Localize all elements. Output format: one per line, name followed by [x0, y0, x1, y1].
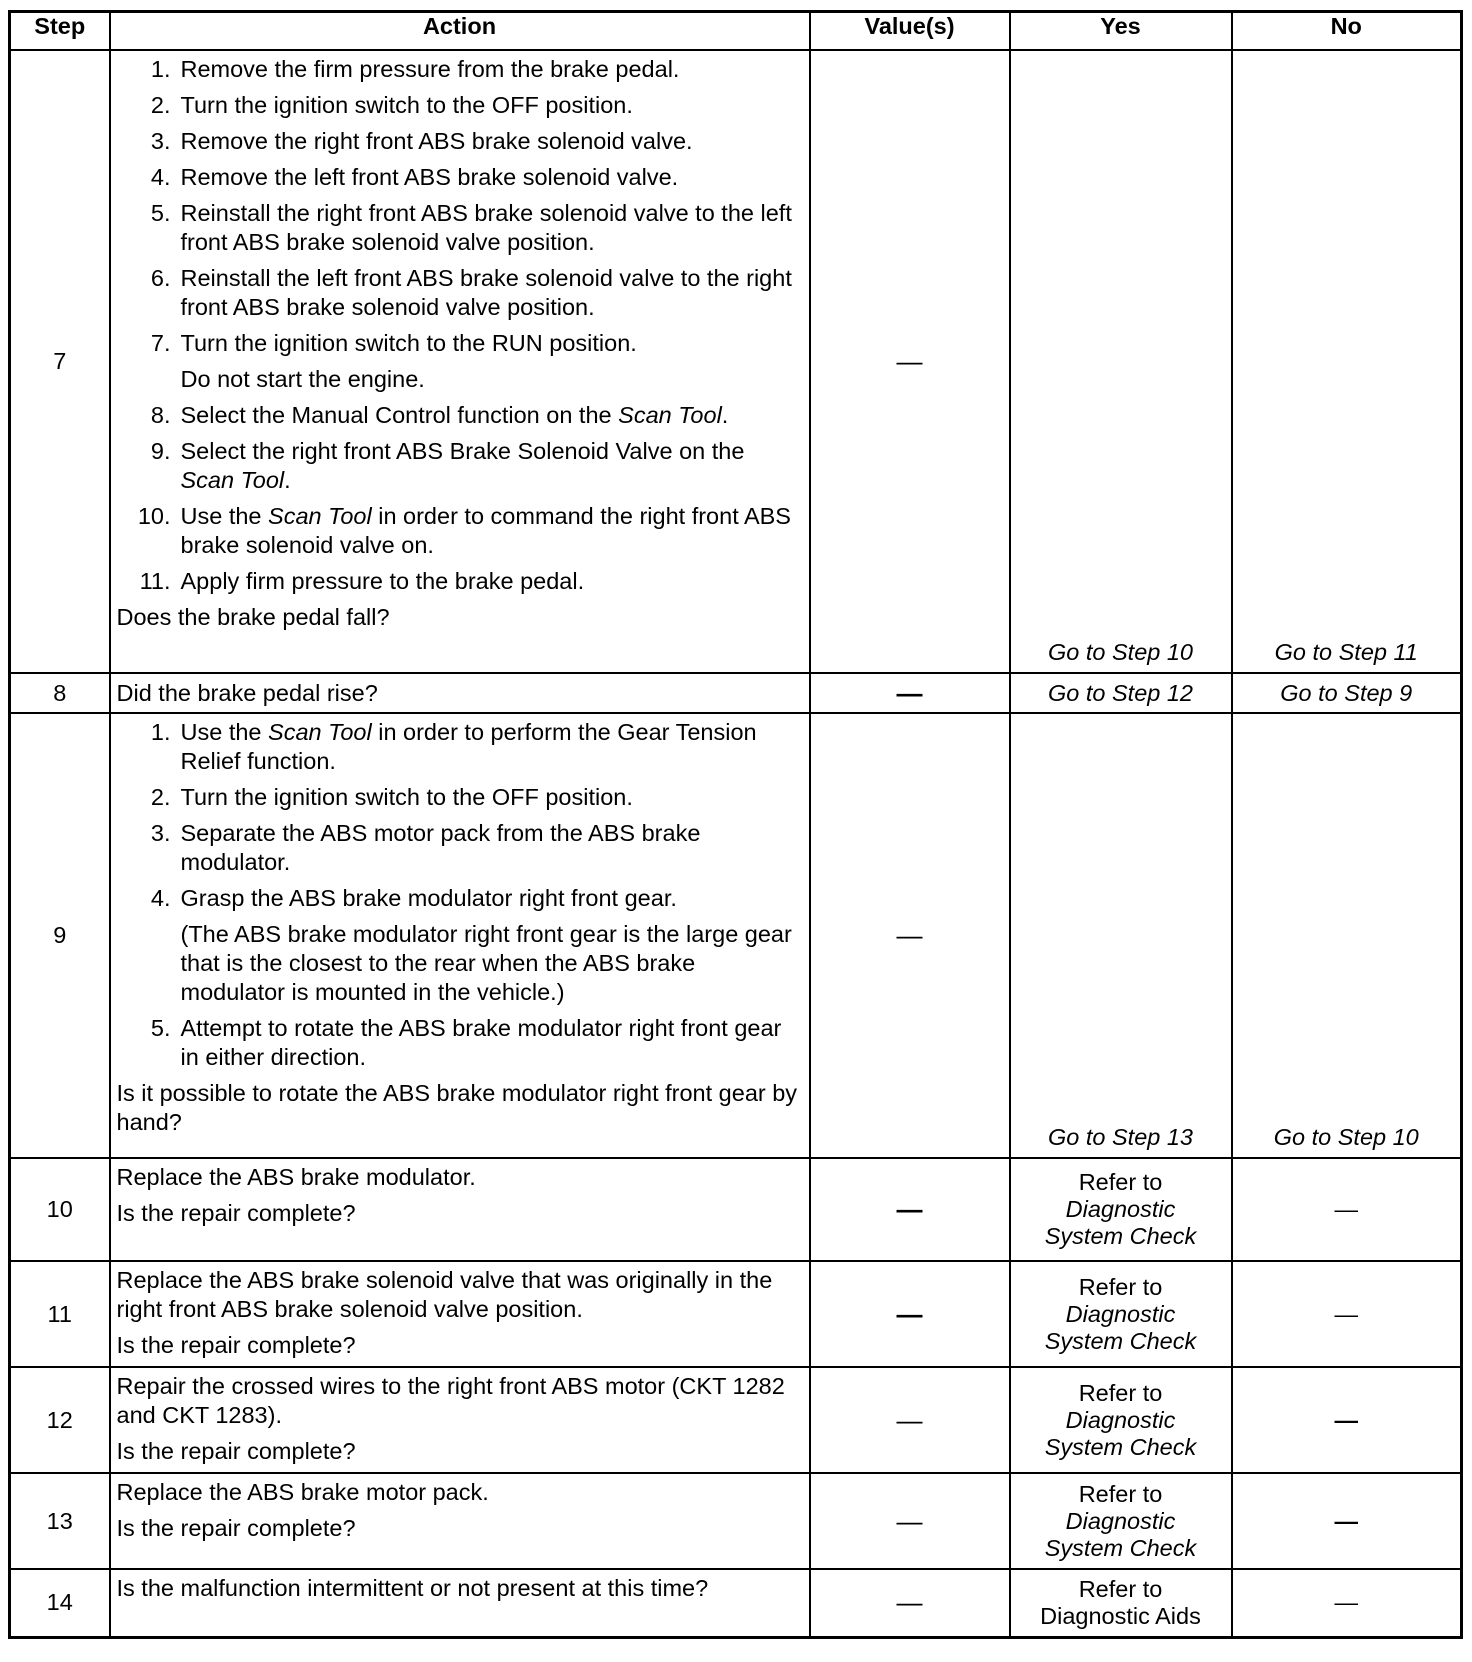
step-number: 10: [10, 1158, 110, 1261]
action-cell: [110, 50, 810, 673]
value-cell: [810, 673, 1010, 713]
no-cell: [1232, 1473, 1462, 1569]
step-action: Repair the crossed wires to the right front ABS motor (CKT 1282 and CKT 1283).: [116, 1373, 785, 1428]
item-text-part: in order to perform the Gear Tension Relief function.: [180, 719, 757, 774]
list-item: [117, 127, 801, 156]
item-text: Remove the right front ABS brake solenoid valve.: [180, 128, 693, 154]
yes-cell: [1010, 1158, 1232, 1261]
value-cell: [810, 1473, 1010, 1569]
table-row-step-14: [10, 1569, 1462, 1637]
item-text: Reinstall the left front ABS brake solenoid valve to the right front ABS brake solenoid valve position.: [180, 265, 792, 320]
item-number: 2.: [150, 784, 171, 810]
item-number: 9.: [150, 438, 171, 464]
no-dash: —: [1334, 1300, 1358, 1327]
no-cell: [1232, 1158, 1462, 1261]
step-note: Do not start the engine.: [180, 366, 425, 392]
table-row-step-8: [10, 673, 1462, 713]
item-number: 10.: [137, 503, 171, 529]
action-steps: [117, 401, 801, 596]
header-step: Step: [10, 12, 110, 51]
item-text: Remove the left front ABS brake solenoid valve.: [180, 164, 679, 190]
step-question: Does the brake pedal fall?: [116, 604, 390, 630]
yes-cell: Go to Step 13: [1010, 713, 1232, 1158]
list-item: [117, 884, 801, 913]
value-dash: —: [896, 1194, 923, 1224]
item-number: 2.: [150, 92, 171, 118]
item-number: 1.: [150, 719, 171, 745]
step-note: (The ABS brake modulator right front gear is the large gear that is the closest to the rear when the ABS brake modulator is mounted in the vehicle.): [180, 921, 792, 1005]
step-question: Is the repair complete?: [116, 1200, 356, 1226]
step-question: Is the repair complete?: [116, 1332, 356, 1358]
value-dash: —: [896, 346, 923, 376]
list-item: [117, 718, 801, 776]
refer-target: System Check: [1044, 1223, 1197, 1249]
value-dash: —: [896, 1298, 923, 1329]
table-row-step-7: [10, 50, 1462, 673]
step-question: Is it possible to rotate the ABS brake modulator right front gear by hand?: [116, 1080, 798, 1135]
refer-label: Refer to: [1078, 1480, 1163, 1507]
action-cell: [110, 713, 810, 1158]
header-row: [10, 12, 1462, 51]
no-cell: [1232, 1367, 1462, 1473]
step-question: Did the brake pedal rise?: [116, 679, 378, 706]
action-cell: [110, 673, 810, 713]
item-number: 3.: [150, 128, 171, 154]
action-steps: [117, 1014, 801, 1072]
diagnostic-table: [8, 10, 1463, 1639]
refer-target: System Check: [1044, 1534, 1197, 1561]
tool-name: Scan Tool: [268, 719, 372, 745]
item-number: 5.: [150, 200, 171, 226]
item-text: [181, 401, 801, 430]
list-item: [117, 199, 801, 257]
no-dash: —: [1334, 1507, 1358, 1534]
item-number: 3.: [150, 820, 171, 846]
value-dash: —: [896, 677, 923, 708]
item-text: Remove the firm pressure from the brake pedal.: [180, 56, 680, 82]
header-values: Value(s): [810, 12, 1010, 51]
action-cell: [110, 1569, 810, 1637]
step-number: 13: [10, 1473, 110, 1569]
step-question: Is the malfunction intermittent or not present at this time?: [116, 1575, 709, 1601]
item-text: Attempt to rotate the ABS brake modulator right front gear in either direction.: [180, 1015, 782, 1070]
list-item: [117, 401, 801, 430]
tool-name: Scan Tool: [268, 503, 372, 529]
item-number: 6.: [150, 265, 171, 291]
table-row-step-9: [10, 713, 1462, 1158]
step-number: 7: [10, 50, 110, 673]
no-dash: —: [1334, 1406, 1358, 1433]
value-dash: —: [896, 1587, 923, 1618]
action-cell: [110, 1367, 810, 1473]
item-text: Reinstall the right front ABS brake solenoid valve to the left front ABS brake solenoid valve position.: [180, 200, 792, 255]
refer-target: Diagnostic: [1065, 1406, 1176, 1433]
value-cell: [810, 1367, 1010, 1473]
action-cell: [110, 1261, 810, 1367]
step-number: 11: [10, 1261, 110, 1367]
value-cell: [810, 50, 1010, 673]
refer-target: Diagnostic Aids: [1040, 1602, 1201, 1629]
step-number: 14: [10, 1569, 110, 1637]
item-text: [181, 502, 801, 560]
table-row-step-11: [10, 1261, 1462, 1367]
refer-label: Refer to: [1078, 1379, 1163, 1406]
no-cell: [1232, 1569, 1462, 1637]
step-number: 8: [10, 673, 110, 713]
yes-cell: [1010, 1569, 1232, 1637]
item-text-part: Select the right front ABS Brake Solenoid Valve on the: [180, 438, 745, 464]
list-item: [117, 91, 801, 120]
tool-name: Scan Tool: [618, 402, 722, 428]
action-steps: [117, 718, 801, 913]
list-item: [117, 437, 801, 495]
value-dash: —: [896, 1505, 923, 1536]
refer-target: Diagnostic: [1065, 1196, 1176, 1222]
list-item: [117, 819, 801, 877]
no-cell: Go to Step 10: [1232, 713, 1462, 1158]
header-yes: Yes: [1010, 12, 1232, 51]
step-number: 9: [10, 713, 110, 1158]
item-text-part: .: [284, 467, 291, 493]
yes-cell: Go to Step 10: [1010, 50, 1232, 673]
item-text-part: Select the Manual Control function on the: [180, 402, 619, 428]
item-number: 1.: [150, 56, 171, 82]
table-row-step-10: [10, 1158, 1462, 1261]
item-text-part: Use the: [180, 719, 269, 745]
step-action: Replace the ABS brake motor pack.: [116, 1479, 489, 1505]
item-text: Turn the ignition switch to the OFF position.: [180, 784, 633, 810]
table-row-step-12: [10, 1367, 1462, 1473]
item-text-part: Use the: [180, 503, 269, 529]
item-number: 7.: [150, 330, 171, 356]
action-cell: [110, 1158, 810, 1261]
refer-label: Refer to: [1078, 1273, 1163, 1300]
no-dash: —: [1334, 1589, 1358, 1616]
item-text: [181, 437, 801, 495]
item-text: [181, 718, 801, 776]
list-item: [117, 329, 801, 358]
no-cell: [1232, 1261, 1462, 1367]
step-question: Is the repair complete?: [116, 1438, 356, 1464]
yes-cell: Go to Step 12: [1010, 673, 1232, 713]
refer-target: System Check: [1044, 1327, 1197, 1354]
refer-target: Diagnostic: [1065, 1507, 1176, 1534]
header-no: No: [1232, 12, 1462, 51]
tool-name: Scan Tool: [180, 467, 285, 493]
item-text: Apply firm pressure to the brake pedal.: [180, 568, 585, 594]
item-text: Turn the ignition switch to the OFF position.: [180, 92, 633, 118]
step-number: 12: [10, 1367, 110, 1473]
no-dash: —: [1334, 1196, 1358, 1222]
yes-cell: [1010, 1261, 1232, 1367]
no-cell: Go to Step 11: [1232, 50, 1462, 673]
step-action: Replace the ABS brake modulator.: [116, 1164, 476, 1190]
item-number: 5.: [150, 1015, 171, 1041]
yes-cell: [1010, 1367, 1232, 1473]
value-cell: [810, 713, 1010, 1158]
diagnostic-table-page: [8, 10, 1460, 1652]
action-steps: [117, 55, 801, 358]
value-dash: —: [896, 1404, 923, 1435]
list-item: [117, 264, 801, 322]
item-text: Turn the ignition switch to the RUN position.: [180, 330, 637, 356]
table-row-step-13: [10, 1473, 1462, 1569]
item-number: 8.: [150, 402, 171, 428]
list-item: [117, 502, 801, 560]
item-number: 4.: [150, 164, 171, 190]
action-cell: [110, 1473, 810, 1569]
value-cell: [810, 1158, 1010, 1261]
refer-target: Diagnostic: [1065, 1300, 1176, 1327]
item-text-part: .: [721, 402, 729, 428]
item-number: 11.: [139, 568, 171, 594]
value-dash: —: [896, 920, 923, 950]
list-item: [117, 55, 801, 84]
refer-label: Refer to: [1078, 1575, 1163, 1602]
item-text: Grasp the ABS brake modulator right front gear.: [180, 885, 677, 911]
value-cell: [810, 1569, 1010, 1637]
step-action: Replace the ABS brake solenoid valve that was originally in the right front ABS brake solenoid valve position.: [116, 1267, 773, 1322]
item-text: Separate the ABS motor pack from the ABS brake modulator.: [180, 820, 701, 875]
list-item: [117, 1014, 801, 1072]
header-action: Action: [110, 12, 810, 51]
item-number: 4.: [150, 885, 171, 911]
list-item: [117, 567, 801, 596]
list-item: [117, 783, 801, 812]
item-text-part: in order to command the right front ABS brake solenoid valve on.: [180, 503, 791, 558]
refer-target: System Check: [1044, 1433, 1197, 1460]
list-item: [117, 163, 801, 192]
value-cell: [810, 1261, 1010, 1367]
no-cell: Go to Step 9: [1232, 673, 1462, 713]
yes-cell: [1010, 1473, 1232, 1569]
refer-label: Refer to: [1078, 1169, 1163, 1195]
step-question: Is the repair complete?: [116, 1515, 356, 1541]
